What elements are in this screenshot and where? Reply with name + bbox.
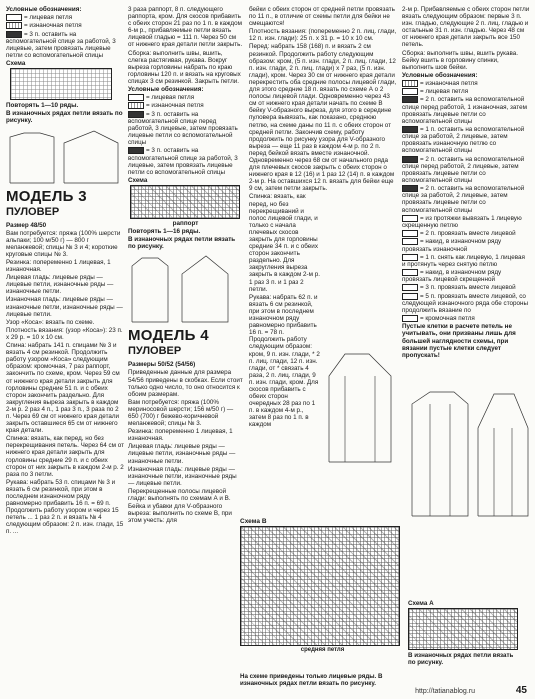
assembly-text: Сборка: выполнить швы, вшить рукава. Бейку вшить в горловину спинки, выполнить шов бейки. [402, 49, 519, 71]
cross-right-symbol [402, 126, 418, 133]
back-text: Спинка: вязать, как перед, но без перекрещиваний и полос лицевой глади, и только с начала плечевых скосов закрыть для горловины средние 34 п. и с обеих сторон закончить раздельно. Для закругления выреза закрыть в каждом 2-м р. 1 раз 3 п. и 1 раз 2 петли. [249, 193, 320, 293]
assembly-text: Сборка: выполнить швы, вшить, слегка растягивая, рукава. Вокруг выреза горловины набрать по краю горловины 120 п. и вязать на круговых спицах 3 см резинкой. Закрыть петли. [128, 49, 241, 85]
edge-stitch-symbol [402, 315, 418, 322]
pattern-diagram-sleeve [325, 346, 395, 464]
legend-item: = 1 п. оставить на вспомогательной спице за работой, 2 лицевые, затем провязать изнаночную петлю со вспомогательной спицы [402, 126, 525, 155]
cable-text: Узор «Коса»: вязать по схеме. [6, 318, 95, 326]
cable-back-symbol [128, 147, 144, 154]
pattern-diagram-sweater [128, 252, 240, 324]
repeat-rows: Повторять 1—16 ряды. [128, 228, 201, 236]
cross-left-symbol [402, 96, 418, 103]
middle-loop-label: средняя петля [300, 647, 345, 653]
gauge-text: Плотность вязания: (попеременно 2 п. лиц. глади, 12 п. изн. глади): 25 п. x 31 р. = 10 x 10 см. [249, 28, 397, 43]
k5tog-symbol [402, 293, 418, 300]
front-text: Спинка: вязать, как перед, но без перекрещивания петель. Через 64 см от нижнего края детали закрыть для горловины средние 29 п. и с обеих сторон от них закрыть в каждом 2-м р. 2 раза по 3 петли. [6, 435, 124, 478]
legend-item: = 3 п. оставить на вспомогательной спице за работой, 3 лицевые, затем провязать лицевые петли со вспомогательной спицы [128, 147, 238, 176]
cable-scheme-chart [10, 68, 112, 100]
model-4-title: МОДЕЛЬ 4 [128, 327, 209, 345]
yarn-over-symbol [402, 238, 418, 245]
model-3-subtitle: ПУЛОВЕР [6, 205, 60, 218]
repeat-rows: Повторять 1—10 ряды. [6, 102, 79, 110]
empty-cells-note: Пустые клетки в расчете петель не учитывать, они призваны лишь для большей наглядности схемы, при вязании пустые клетки следует пропускать! [402, 323, 516, 359]
cable-front-symbol [402, 156, 418, 163]
legend-item: = лицевая петля [128, 94, 243, 101]
pattern-diagram-back-sleeve [410, 388, 530, 518]
scheme-b-chart [240, 526, 400, 646]
materials-text: Вам потребуется: пряжа (100% шерсти альпаки; 100 м/50 г) — 800 г меланжевой; спицы № 3 и 4; короткие круговые спицы № 3. [6, 229, 121, 258]
legend-item: = 2 п. оставить на вспомогательной спице перед работой, 1 изнаночная, затем провязать лицевые петли со вспомогательной спицы [402, 96, 527, 125]
rib-text: Резинка: попеременно 1 лицевая, 1 изнаночная. [6, 259, 111, 274]
text-top: 3 раза раппорт, 8 п. следующего раппорта, кром. Для скосов прибавить с обеих сторон 21 раз по 1 п. в каждом 6-м р., прибавляемые петли вязать лицевой гладью = 111 п. Через 50 см от нижнего края детали петли закрыть. [128, 6, 243, 49]
text-1: 2-м р. Прибавляемые с обеих сторон петли вязать следующим образом: первые 3 п. изн. гладью, следующие 2 п. лиц. гладью и остальные 31 п. изн. гладью. Через 48 см от нижнего края детали закрыть все 150 петель. [402, 6, 530, 49]
rapport-label: раппорт [172, 219, 199, 227]
yarn-over-twisted-symbol [402, 269, 418, 276]
legend-item: = накид, в изнаночном ряду провязать изнаночной [402, 238, 502, 253]
materials-text: Вам потребуется: пряжа (100% мериносовой шерсти; 156 м/50 г) — 650 (700) г бежево-коричневой меланжевой; спицы № 3. [128, 398, 234, 428]
legend-title: Условные обозначения: [128, 86, 204, 94]
legend-item: = 2 п. оставить на вспомогательной спице перед работой, 2 лицевые, затем провязать лицевые петли со вспомогательной спицы [402, 155, 525, 185]
k3tog-symbol [402, 284, 418, 291]
column-4 [402, 6, 530, 691]
legend-item: = 3 п. провязать вместе лицевой [402, 284, 530, 291]
scheme-b-label: Схема В [240, 518, 267, 525]
stockinette-text: Лицевая гладь: лицевые ряды — лицевые петли, изнаночные ряды — изнаночные петли. [128, 443, 236, 465]
legend-item: = кромочная петля [402, 315, 530, 322]
knit-stitch-symbol [128, 94, 144, 101]
size-note: Приведенные данные для размера 54/56 приведены в скобках. Если стоит только одно число, то оно относится к обоим размерам. [128, 369, 243, 398]
legend-item: = изнаночная петля [402, 80, 530, 87]
cable-front-symbol [128, 111, 144, 118]
decrease-text: Бейка и убавки для V-образного выреза: выполнить по схеме В, при этом учесть: для [128, 503, 232, 525]
reverse-text: Изнаночная гладь: лицевые ряды — изнаночные петли, изнаночные ряды — лицевые петли. [128, 465, 237, 487]
sleeves-text: Рукава: набрать 53 п. спицами № 3 и вязать 6 см резинкой, при этом в последнем изнаночном ряду равномерно прибавить 16 п. = 69 п. Продолжить работу узором и через 15 петель ... 1 раз 2 п. и вязать № 4 следующим образом: 2 п. изн. глади, 15 п. ... [6, 478, 124, 536]
legend-item: = 2 п. оставить на вспомогательной спице за работой, 2 лицевые, затем провязать лицевые петли со вспомогательной спицы [402, 185, 525, 214]
cable-symbol [6, 31, 22, 38]
page-number: 45 [515, 685, 527, 696]
back-text: Спина: набрать 141 п. спицами № 3 и вязать 4 см резинкой. Продолжить работу узором «Коса» следующим образом: кромочная, 7 раз раппорт, закончить по схеме, кром. Через 59 см от нижнего края детали закрыть для горловины средние 51 п. и с обеих сторон закончить раздельно. Для закругления выреза закрыть в каждом 2-м р. 2 раз 4 п., 1 раз 3 п., 3 раза по 2 п. Через 69 см от нижнего края детали закрыть оставшиеся 65 см от нижнего края детали. [6, 342, 120, 435]
cable-scheme-chart [130, 185, 240, 219]
legend-item: = лицевая петля [402, 88, 530, 95]
purl-stitch-symbol [6, 22, 22, 29]
k2tog-symbol [402, 230, 418, 237]
text-1: бейки с обеих сторон от средней петли провязать по 11 п., в отличие от схемы петли для бейки не смещаются! [249, 6, 395, 28]
purl-note: В изнаночных рядах петли вязать по рисунку. [128, 236, 236, 251]
legend-item: = 1 п. снять как лицевую, 1 лицевая и протянуть через снятую петлю [402, 253, 525, 268]
watermark-url: http://tatianablog.ru [415, 688, 475, 695]
legend-item: = изнаночная петля [6, 22, 124, 29]
model-3-title: МОДЕЛЬ 3 [6, 187, 87, 205]
gauge-text: Плотность вязания: (узор «Коса»): 23 п. x 29 р. = 10 x 10 см. [6, 326, 123, 341]
legend-item: = лицевая петля [6, 14, 124, 21]
column-2 [128, 6, 243, 691]
scheme-a-label: Схема А [408, 600, 434, 607]
pattern-diagram-front-back [6, 127, 122, 185]
legend-title: Условные обозначения: [402, 71, 478, 79]
stripes-text: Перекрещенные полосы лицевой глади: выполнять по схемам А и В. [128, 487, 231, 502]
twisted-stitch-symbol [402, 215, 418, 222]
legend-item: = 2 п. провязать вместе лицевой [402, 230, 530, 237]
scheme-a-block [408, 600, 528, 680]
scheme-a-chart [408, 608, 518, 650]
legend-item: = 3 п. оставить на вспомогательной спице перед работой, 3 лицевые, затем провязать лицевые петли со вспомогательной спицы [128, 110, 238, 147]
rib-text: Резинка: попеременно 1 лицевая, 1 изнаночная. [128, 428, 233, 443]
scheme-b-note: На схеме приведены только лицевые ряды. В изнаночных рядах петли вязать по рисунку. [240, 673, 383, 687]
knit-stitch-symbol [6, 14, 22, 21]
purl-stitch-symbol [402, 80, 418, 87]
legend-item: = 5 п. провязать вместе лицевой, со следующей изнаночного ряда обе стороны продолжить вязание по [402, 292, 529, 314]
sleeve-outline [325, 346, 395, 464]
reverse-text: Изнаночная гладь: лицевые ряды — изнаночные петли, изнаночные ряды — лицевые петли. [6, 296, 123, 318]
scheme-label: Схема [6, 60, 26, 68]
purl-stitch-symbol [128, 102, 144, 109]
scheme-b-block [240, 518, 405, 670]
sleeves-text: Рукава: набрать 62 п. и вязать 6 см резинкой, при этом в последнем изнаночном ряду равномерно прибавить 16 п. = 78 п. Продолжить работу следующим образом: кром, 9 п. изн. глади, * 2 п. лиц. глади, 12 п. изн. глади, от * связать 4 раза, 2 п. лиц. глади, 9 п. изн. глади, кром. Для скосов прибавить с обеих сторон очередных 28 раз по 1 п. в каждом 4-м р., затем 8 раз по 1 п. в каждом [249, 293, 320, 429]
legend-item: = накид, в изнаночном ряду провязать лицевой скрещенной [402, 269, 502, 284]
column-1 [6, 6, 124, 691]
legend-item: = изнаночная петля [128, 102, 243, 109]
legend-title: Условные обозначения: [6, 6, 82, 13]
purl-note: В изнаночных рядах петли вязать по рисунку. [6, 110, 123, 125]
legend-item: = 3 п. оставить на вспомогательной спице за работой, 3 лицевые, затем провязать лицевые петли со вспомогательной спицы [6, 30, 116, 60]
scheme-a-note: В изнаночных рядах петли вязать по рисунку. [408, 652, 514, 666]
scheme-label: Схема [128, 176, 148, 184]
front-text: Перед: набрать 158 (168) п. и вязать 2 см резинкой. Продолжить работу следующим образом: кром, (5 п. изн. глади, 2 п. лиц. глади, 12 п. изн. глади, 2 п. лиц. глади) x 7 раз, (5 п. изн. глади), кром. Через 30 см от нижнего края детали перекрестить оба средние полосы лицевой глади, для этого средние 18 п. вязать по схеме А о 2 полосы лицевой глади. Одновременно через 43 см от нижнего края детали начать по схеме В бейку V-образного выреза, для этого в середине пуловера вывязать, как показано, среднюю петлю, на схеме даны по 11 п. с обеих сторон от средней петли. Закончив схему, работу продолжить по рисунку узора для V-образного выреза — еще 11 раз в каждом 4-м р. по 2 п. перед бейкой вязать вместе изнаночной. Одновременно через 68 см от начального ряда для плечевых скосов закрыть с обеих сторон о нижнего края в 12 (16) и 1 раз 12 (14) п. в каждом 2-м р. На оставшихся 12 п. вязать для бейки еще 9 см, затем петли закрыть. [249, 43, 397, 193]
size-label: Размер 48/50 [6, 221, 47, 229]
size-label: Размеры 50/52 (54/56) [128, 361, 196, 369]
legend-item: = из протяжки вывязать 1 лицевую скрещенную петлю [402, 214, 522, 229]
model-4-subtitle: ПУЛОВЕР [128, 345, 182, 358]
knit-stitch-symbol [402, 88, 418, 95]
stockinette-text: Лицевая гладь: лицевые ряды — лицевые петли, изнаночные ряды — изнаночные петли. [6, 274, 114, 296]
skp-symbol [402, 254, 418, 261]
